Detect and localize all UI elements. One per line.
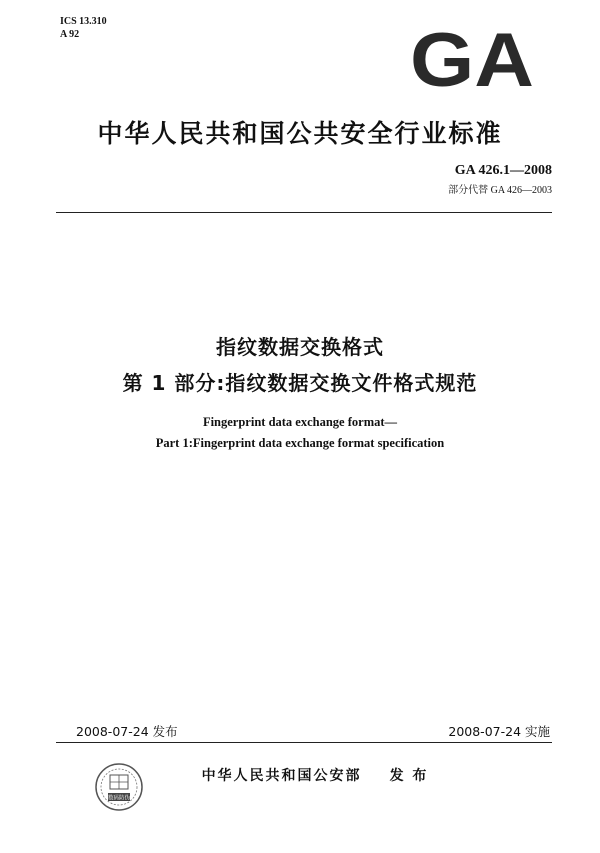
bottom-divider: [56, 742, 552, 743]
ics-code: ICS 13.310: [60, 16, 107, 27]
ga-logo: [408, 28, 536, 92]
classification-codes: [60, 15, 107, 41]
chinese-title-part: 第 1 部分:指纹数据交换文件格式规范: [122, 371, 478, 395]
english-title-part: Part 1:Fingerprint data exchange format specification: [155, 436, 445, 450]
standard-number: GA 426.1—2008: [454, 163, 552, 178]
ccs-code: A 92: [60, 29, 80, 40]
ga-logo-text: GA: [410, 28, 534, 92]
publisher-name: 中华人民共和国公安部: [201, 768, 362, 784]
chinese-title-main: 指纹数据交换格式: [216, 335, 384, 359]
publish-label: 发 布: [389, 768, 429, 784]
replaces-note: 部分代替 GA 426—2003: [448, 185, 552, 196]
seal-text: 数码防伪: [107, 795, 131, 802]
top-divider: [56, 212, 552, 213]
standard-code-block: [448, 163, 552, 196]
implementation-date: 2008-07-24 实施: [448, 724, 550, 739]
issue-date: 2008-07-24 发布: [76, 724, 178, 739]
publisher-line: [0, 765, 600, 785]
english-title-main: Fingerprint data exchange format—: [202, 415, 398, 429]
standard-category-title: 中华人民共和国公共安全行业标准: [97, 119, 503, 148]
